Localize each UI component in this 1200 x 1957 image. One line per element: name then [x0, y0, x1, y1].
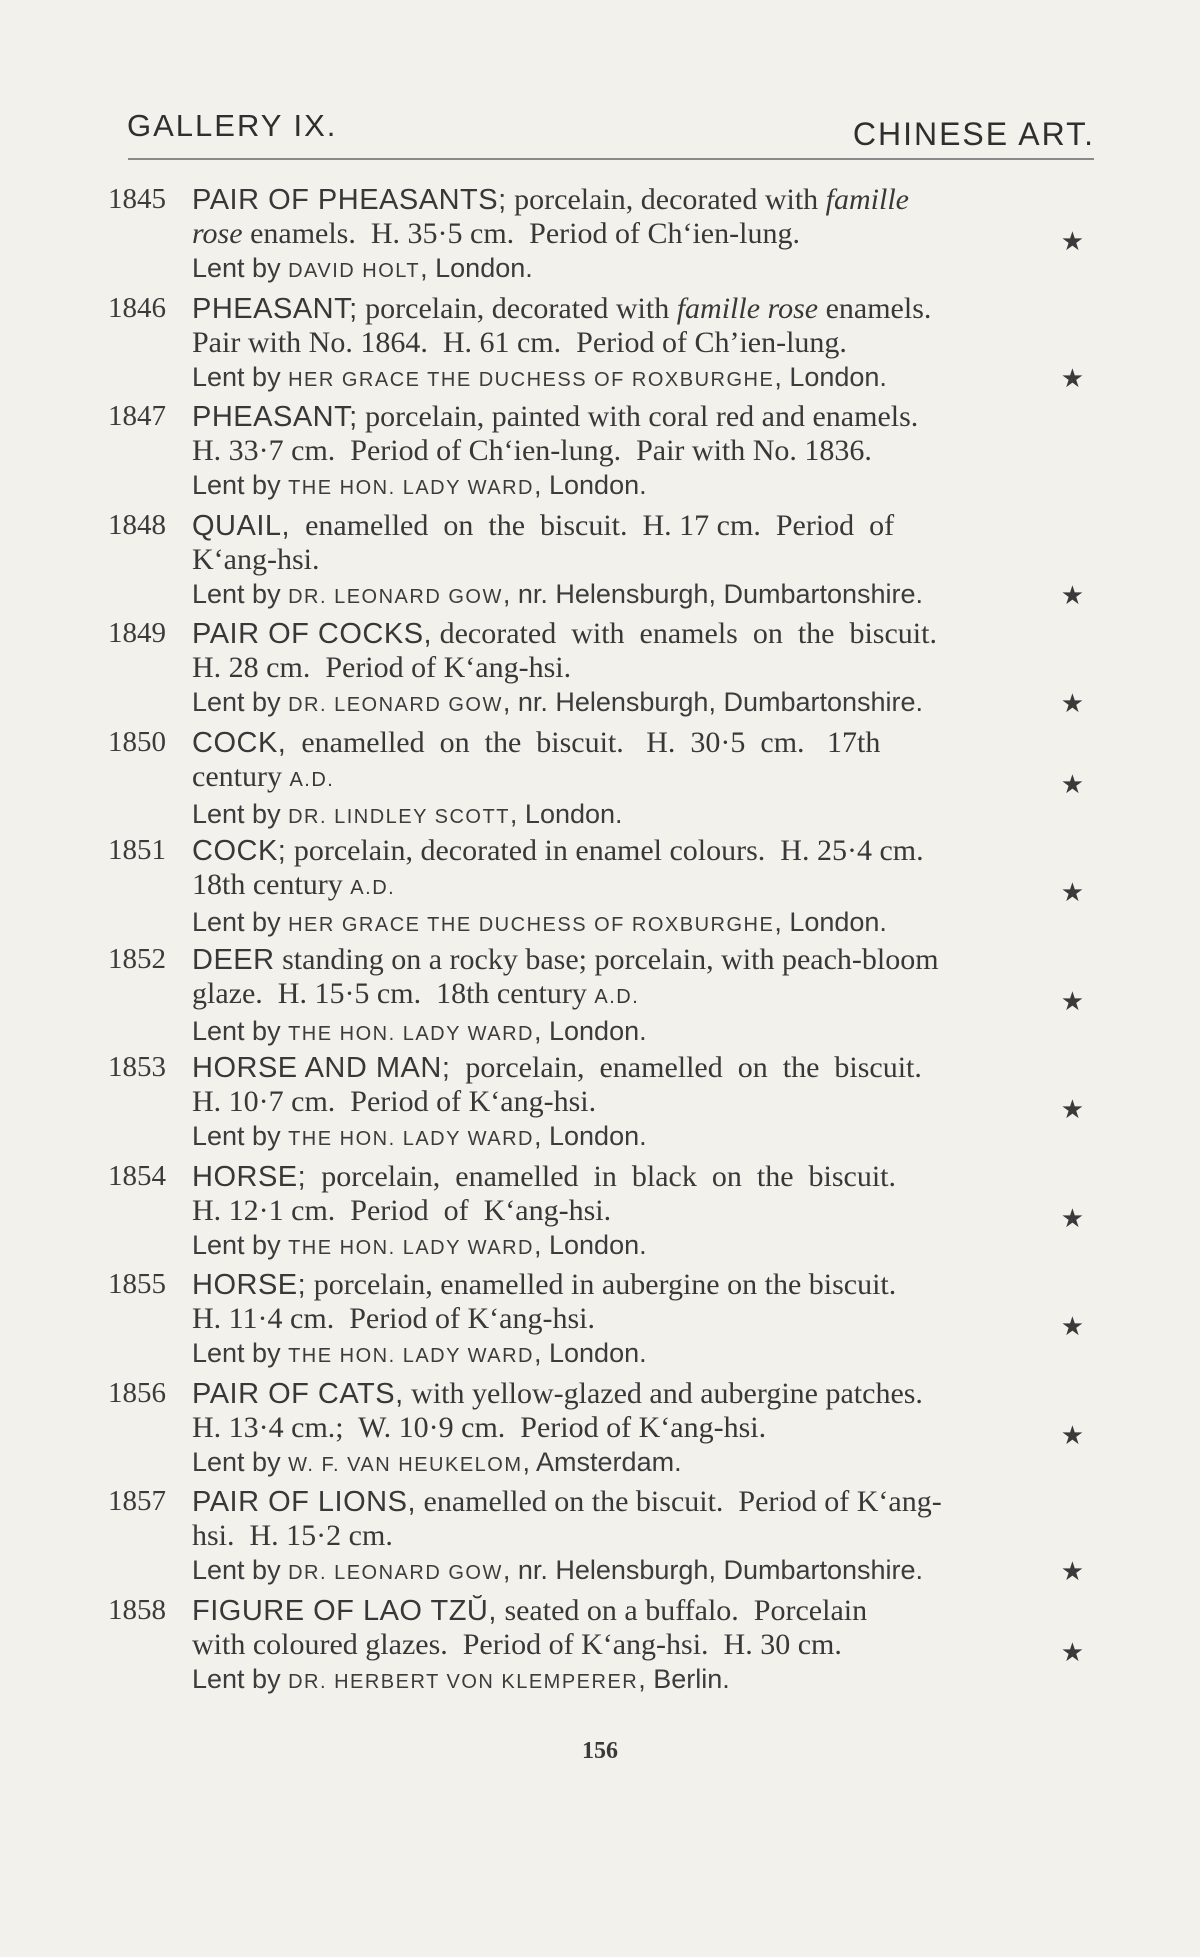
lent-by-label: Lent by	[192, 1446, 289, 1477]
entry-title: COCK,	[192, 726, 287, 759]
lent-by-label: Lent by	[192, 1121, 289, 1151]
lent-by-label: Lent by	[192, 1015, 289, 1046]
entry-description	[192, 1377, 1098, 1482]
entry-text: H. 11·4 cm. Period of K‘ang-hsi.	[192, 1302, 595, 1335]
entry-description	[192, 1268, 1098, 1373]
star-icon: ★	[1060, 1420, 1084, 1450]
section-heading: CHINESE ART.	[852, 116, 1095, 152]
catalogue-entry	[108, 400, 1098, 509]
entry-text: 18th century	[192, 868, 351, 901]
entry-description	[192, 726, 1098, 834]
entry-line-2	[192, 326, 1098, 360]
entry-line-2	[192, 1302, 1098, 1336]
entry-text: H. 12·1 cm. Period of K‘ang-hsi.	[192, 1193, 612, 1227]
entry-line-1	[192, 1485, 1098, 1519]
lender-place: , London.	[534, 1015, 647, 1046]
lender-name: THE HON. LADY WARD	[288, 1128, 534, 1150]
entry-number: 1857	[108, 1485, 166, 1517]
lender-line	[192, 1014, 1098, 1051]
lender-line	[192, 1336, 1098, 1373]
star-icon: ★	[1060, 1203, 1084, 1233]
entry-title: QUAIL,	[192, 509, 291, 542]
era-abbrev: A.D.	[289, 768, 335, 791]
lender-name: DR. HERBERT VON KLEMPERER	[288, 1670, 639, 1693]
entry-line-1	[192, 400, 1098, 434]
lender-line	[192, 1662, 1098, 1699]
lent-by-label: Lent by	[192, 578, 289, 609]
catalogue-entries	[108, 183, 1098, 1702]
lender-name: THE HON. LADY WARD	[288, 1022, 534, 1045]
entry-text-tail: enamels.	[818, 291, 932, 325]
entry-text: enamelled on the biscuit. H. 17 cm. Period of	[290, 508, 895, 542]
lender-place: , London.	[534, 470, 647, 500]
entry-text: H. 13·4 cm.; W. 10·9 cm. Period of K‘ang-hsi.	[192, 1410, 767, 1444]
star-icon: ★	[1060, 1557, 1084, 1586]
entry-text: porcelain, enamelled on the biscuit.	[450, 1051, 922, 1084]
catalogue-entry	[108, 1268, 1098, 1377]
lender-name: DR. LEONARD GOW	[288, 694, 503, 716]
era-abbrev: A.D.	[594, 985, 640, 1008]
entry-line-2	[192, 1085, 1098, 1119]
era-abbrev: A.D.	[350, 877, 396, 899]
entry-description	[192, 400, 1098, 505]
lender-name: DR. LINDLEY SCOTT	[288, 805, 510, 828]
star-icon: ★	[1060, 227, 1084, 256]
header-rule	[128, 158, 1094, 160]
entry-text: with coloured glazes. Period of K‘ang-hsi. H. 30 cm.	[192, 1627, 842, 1661]
lender-place: , Berlin.	[638, 1663, 730, 1694]
star-icon: ★	[1060, 878, 1084, 907]
lender-name: W. F. VAN HEUKELOM	[288, 1453, 523, 1476]
entry-text: porcelain, decorated in enamel colours. H. 25·4 cm.	[286, 834, 924, 867]
page-number: 156	[582, 1738, 618, 1764]
entry-line-2	[192, 434, 1098, 468]
lender-line	[192, 251, 1098, 288]
lender-place: , nr. Helensburgh, Dumbartonshire.	[502, 687, 924, 717]
entry-number: 1849	[108, 617, 166, 649]
catalogue-entry	[108, 1594, 1098, 1703]
catalogue-entry	[108, 509, 1098, 618]
entry-italic-term: famille	[825, 183, 909, 216]
entry-line-2	[192, 1628, 1098, 1662]
lender-place: , London.	[774, 907, 887, 937]
lender-name: DAVID HOLT	[288, 260, 421, 282]
entry-number: 1850	[108, 725, 166, 758]
entry-title: HORSE;	[192, 1160, 307, 1193]
entry-number: 1846	[108, 291, 166, 324]
lender-line	[192, 1228, 1098, 1265]
entry-number: 1855	[108, 1268, 166, 1300]
entry-text: H. 28 cm. Period of K‘ang-hsi.	[192, 651, 572, 684]
catalogue-entry	[108, 292, 1098, 401]
entry-text: decorated with enamels on the biscuit.	[432, 617, 937, 650]
entry-number: 1848	[108, 508, 166, 541]
lender-place: , London.	[534, 1338, 647, 1368]
catalogue-entry	[108, 1051, 1098, 1160]
entry-number: 1856	[108, 1376, 166, 1409]
lender-place: , nr. Helensburgh, Dumbartonshire.	[502, 1555, 924, 1585]
entry-number: 1847	[108, 400, 166, 432]
entry-description	[192, 834, 1098, 942]
lender-line	[192, 905, 1098, 942]
entry-text: porcelain, enamelled in aubergine on the biscuit.	[306, 1268, 897, 1301]
lender-line	[192, 577, 1098, 614]
entry-title: PAIR OF CATS,	[192, 1377, 404, 1410]
lent-by-label: Lent by	[192, 470, 289, 500]
lent-by-label: Lent by	[192, 253, 289, 283]
gallery-heading: GALLERY IX.	[127, 108, 338, 143]
entry-title: DEER	[192, 943, 275, 976]
entry-text: hsi. H. 15·2 cm.	[192, 1519, 393, 1552]
catalogue-entry	[108, 1160, 1098, 1269]
entry-line-1	[192, 726, 1098, 760]
entry-description	[192, 1485, 1098, 1590]
lender-place: , London.	[420, 253, 533, 283]
lender-name: HER GRACE THE DUCHESS OF ROXBURGHE	[288, 914, 775, 936]
star-icon: ★	[1060, 689, 1084, 718]
entry-description	[192, 1594, 1098, 1699]
entry-text: standing on a rocky base; porcelain, with peach-bloom	[274, 942, 939, 976]
star-icon: ★	[1060, 1637, 1084, 1667]
entry-text: H. 33·7 cm. Period of Ch‘ien-lung. Pair with No. 1836.	[192, 434, 872, 467]
entry-text: porcelain, decorated with	[357, 291, 677, 325]
star-icon: ★	[1060, 580, 1084, 610]
entry-text: enamelled on the biscuit. H. 30·5 cm. 17th	[286, 725, 881, 759]
entry-text: H. 10·7 cm. Period of K‘ang-hsi.	[192, 1085, 597, 1118]
entry-description	[192, 617, 1098, 722]
entry-description	[192, 509, 1098, 614]
lender-place: , Amsterdam.	[522, 1446, 682, 1477]
entry-description	[192, 1051, 1098, 1156]
lent-by-label: Lent by	[192, 907, 289, 937]
star-icon: ★	[1060, 1312, 1084, 1341]
lender-line	[192, 1119, 1098, 1156]
entry-line-2	[192, 977, 1098, 1014]
entry-line-2	[192, 217, 1098, 251]
entry-description	[192, 292, 1098, 397]
lender-place: , London.	[534, 1121, 647, 1151]
entry-number: 1853	[108, 1051, 166, 1083]
entry-text: Pair with No. 1864. H. 61 cm. Period of Ch’ien-lung.	[192, 325, 847, 359]
entry-line-1	[192, 183, 1098, 217]
entry-title: FIGURE OF LAO TZŬ,	[192, 1594, 497, 1627]
entry-text: K‘ang-hsi.	[192, 542, 320, 576]
entry-text: century	[192, 759, 290, 793]
catalogue-entry	[108, 617, 1098, 726]
star-icon: ★	[1060, 769, 1084, 799]
entry-text: enamelled on the biscuit. Period of K‘ang-	[416, 1485, 942, 1518]
lender-place: , nr. Helensburgh, Dumbartonshire.	[502, 578, 924, 609]
entry-text: porcelain, decorated with	[506, 183, 826, 216]
entry-line-1	[192, 1051, 1098, 1085]
lent-by-label: Lent by	[192, 1338, 289, 1368]
entry-title: PAIR OF PHEASANTS;	[192, 184, 507, 216]
lender-line	[192, 1553, 1098, 1590]
entry-title: PAIR OF COCKS,	[192, 618, 433, 650]
entry-italic-term: rose	[192, 217, 243, 250]
entry-line-1	[192, 1160, 1098, 1194]
lender-name: THE HON. LADY WARD	[288, 477, 534, 499]
entry-line-1	[192, 1377, 1098, 1411]
lender-place: , London.	[509, 798, 623, 829]
entry-text: seated on a buffalo. Porcelain	[496, 1593, 868, 1627]
entry-line-1	[192, 834, 1098, 868]
lent-by-label: Lent by	[192, 687, 289, 717]
entry-text: with yellow-glazed and aubergine patches.	[403, 1376, 923, 1410]
lender-name: HER GRACE THE DUCHESS OF ROXBURGHE	[288, 368, 775, 391]
entry-line-2	[192, 1194, 1098, 1228]
catalogue-entry	[108, 834, 1098, 943]
entry-title: HORSE AND MAN;	[192, 1052, 451, 1084]
catalogue-entry	[108, 183, 1098, 292]
star-icon: ★	[1060, 1095, 1084, 1124]
entry-title: PAIR OF LIONS,	[192, 1486, 417, 1518]
lent-by-label: Lent by	[192, 1663, 289, 1694]
lender-name: DR. LEONARD GOW	[288, 1562, 503, 1584]
entry-text: glaze. H. 15·5 cm. 18th century	[192, 976, 595, 1010]
entry-line-1	[192, 617, 1098, 651]
lent-by-label: Lent by	[192, 1555, 289, 1585]
entry-number: 1845	[108, 183, 166, 215]
lender-line	[192, 360, 1098, 397]
entry-number: 1852	[108, 942, 166, 975]
entry-text: porcelain, enamelled in black on the biscuit.	[306, 1159, 897, 1193]
lender-place: , London.	[534, 1229, 647, 1260]
entry-title: PHEASANT;	[192, 292, 358, 325]
lender-line	[192, 468, 1098, 505]
entry-line-1	[192, 1268, 1098, 1302]
catalogue-entry	[108, 943, 1098, 1052]
lent-by-label: Lent by	[192, 1229, 289, 1260]
running-header	[125, 100, 1095, 158]
entry-line-1	[192, 292, 1098, 326]
entry-description	[192, 943, 1098, 1051]
lender-place: , London.	[774, 361, 887, 392]
entry-number: 1854	[108, 1159, 166, 1192]
entry-line-1	[192, 1594, 1098, 1628]
entry-line-1	[192, 943, 1098, 977]
entry-line-2	[192, 1411, 1098, 1445]
entry-title: PHEASANT;	[192, 401, 358, 433]
entry-description	[192, 183, 1098, 288]
entry-description	[192, 1160, 1098, 1265]
entry-number: 1858	[108, 1593, 166, 1626]
entry-text: enamels. H. 35·5 cm. Period of Ch‘ien-lung.	[242, 217, 800, 250]
entry-line-2	[192, 760, 1098, 797]
entry-number: 1851	[108, 834, 166, 866]
lender-name: THE HON. LADY WARD	[288, 1345, 534, 1367]
entry-text: porcelain, painted with coral red and enamels.	[357, 400, 919, 433]
entry-title: HORSE;	[192, 1269, 307, 1301]
entry-line-2	[192, 1519, 1098, 1553]
lender-name: DR. LEONARD GOW	[288, 585, 503, 608]
lent-by-label: Lent by	[192, 361, 289, 392]
lender-line	[192, 685, 1098, 722]
catalogue-entry	[108, 1377, 1098, 1486]
star-icon: ★	[1060, 363, 1084, 393]
entry-line-1	[192, 509, 1098, 543]
star-icon: ★	[1060, 986, 1084, 1016]
lender-line	[192, 797, 1098, 834]
lender-line	[192, 1445, 1098, 1482]
catalogue-entry	[108, 1485, 1098, 1594]
catalogue-entry	[108, 726, 1098, 835]
entry-line-2	[192, 651, 1098, 685]
entry-italic-term: famille rose	[676, 291, 819, 325]
entry-line-2	[192, 868, 1098, 905]
lender-name: THE HON. LADY WARD	[288, 1236, 534, 1259]
entry-title: COCK;	[192, 835, 287, 867]
entry-line-2	[192, 543, 1098, 577]
lent-by-label: Lent by	[192, 798, 289, 829]
